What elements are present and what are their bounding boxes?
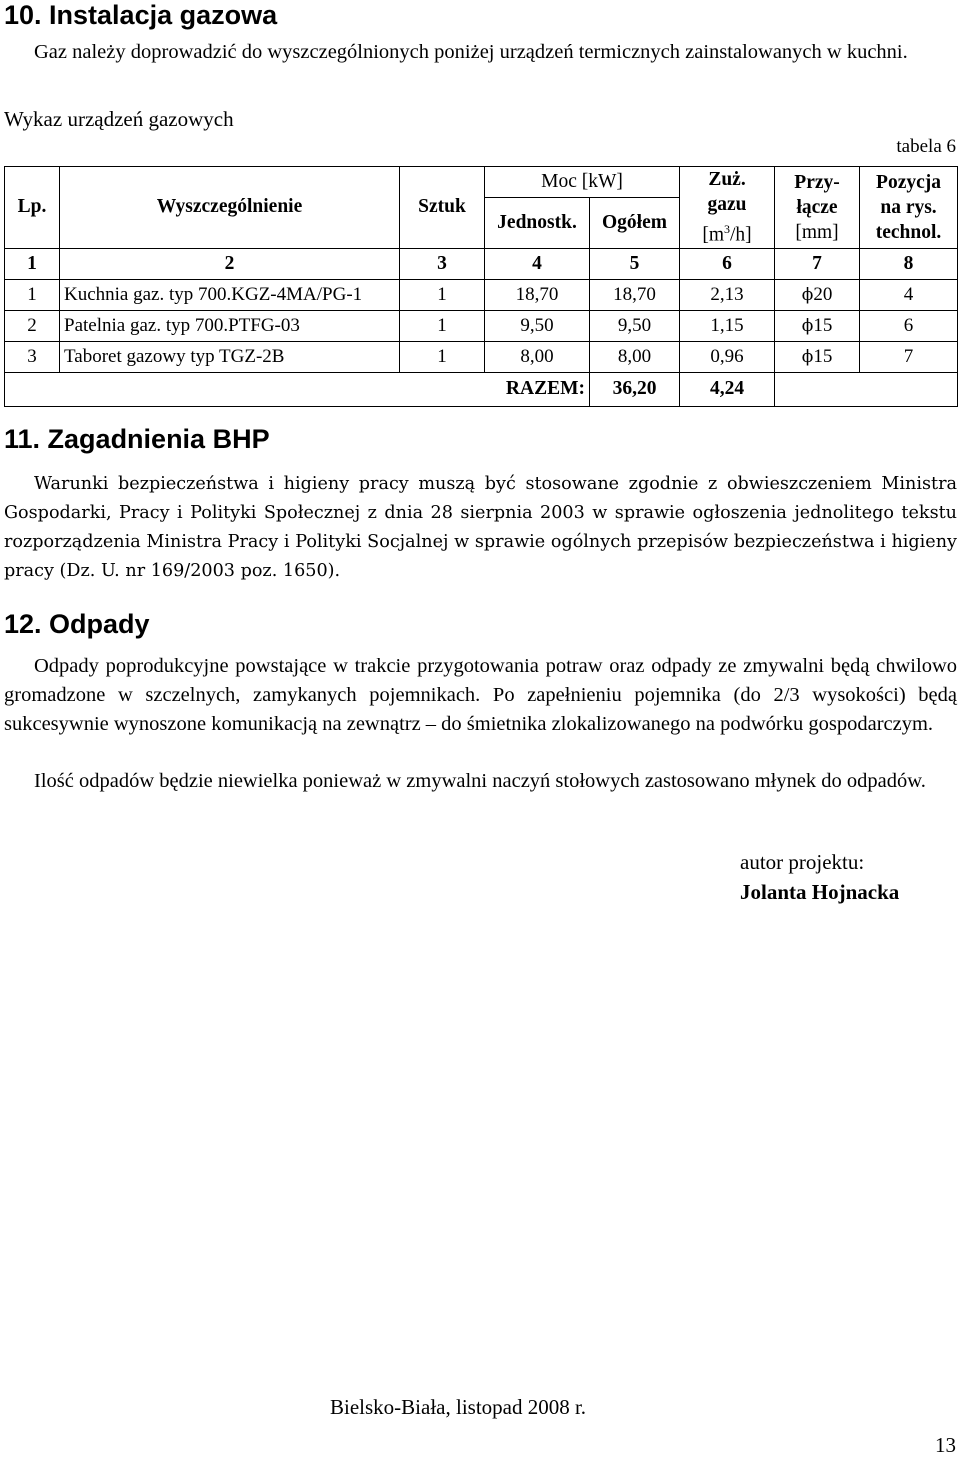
header-zuzycie-unit: $[m^3/h]$	[702, 222, 752, 246]
header-zuzycie	[680, 167, 775, 249]
table-total-row	[5, 372, 958, 406]
col-number: 6	[680, 248, 775, 279]
col-number: 7	[775, 248, 860, 279]
row-jednostk: 8,00	[485, 341, 590, 372]
table-caption: tabela 6	[896, 136, 956, 157]
row-zuzycie: 1,15	[680, 310, 775, 341]
total-label: RAZEM:	[60, 372, 590, 406]
header-pozycja-line2: na rys.	[880, 196, 937, 218]
row-pozycja: 7	[860, 341, 958, 372]
header-przylacze-unit: [mm]	[795, 221, 839, 243]
row-name: Taboret gazowy typ TGZ-2B	[60, 341, 400, 372]
equipment-list-title: Wykaz urządzeń gazowych	[4, 107, 234, 131]
table-row	[5, 310, 958, 341]
header-moc: Moc [kW]	[485, 167, 680, 198]
header-qty: Sztuk	[400, 167, 485, 249]
header-przylacze-line2: łącze	[796, 196, 838, 218]
header-przylacze	[775, 167, 860, 249]
header-lp: Lp.	[5, 167, 60, 249]
gas-equipment-table	[4, 166, 958, 407]
row-pozycja: 6	[860, 310, 958, 341]
page-number: 13	[935, 1433, 956, 1457]
row-qty: 1	[400, 279, 485, 310]
section-12-title: 12. Odpady	[4, 609, 150, 639]
col-number: 3	[400, 248, 485, 279]
table-row	[5, 279, 958, 310]
row-przylacze: ϕ15	[775, 341, 860, 372]
col-number: 8	[860, 248, 958, 279]
header-zuzycie-line1: Zuż.	[708, 169, 746, 190]
signature-label: autor projektu:	[740, 850, 865, 874]
col-number: 4	[485, 248, 590, 279]
section-11-title: 11. Zagadnienia BHP	[4, 424, 270, 454]
total-empty-cell	[5, 372, 60, 406]
header-pozycja	[860, 167, 958, 249]
total-zuzycie: 4,24	[680, 372, 775, 406]
row-lp: 1	[5, 279, 60, 310]
table-row	[5, 341, 958, 372]
header-jednostk: Jednostk.	[485, 198, 590, 248]
row-jednostk: 9,50	[485, 310, 590, 341]
table-header-row-1	[5, 167, 958, 198]
signature-name: Jolanta Hojnacka	[740, 880, 900, 904]
diameter-symbol: ϕ	[801, 315, 814, 336]
row-name: Patelnia gaz. typ 700.PTFG-03	[60, 310, 400, 341]
row-pozycja: 4	[860, 279, 958, 310]
section-10-title: 10. Instalacja gazowa	[4, 0, 278, 30]
row-lp: 3	[5, 341, 60, 372]
header-przylacze-line1: Przy-	[794, 171, 840, 193]
diameter-symbol: ϕ	[801, 346, 814, 367]
col-number: 1	[5, 248, 60, 279]
section-10-intro	[4, 38, 957, 67]
diameter-symbol: ϕ	[801, 284, 814, 305]
row-przylacze: ϕ15	[775, 310, 860, 341]
col-number: 2	[60, 248, 400, 279]
row-ogolem: 8,00	[590, 341, 680, 372]
section-11-body: Warunki bezpieczeństwa i higieny pracy muszą być stosowane zgodnie z obwieszczeniem Ministra Gospodarki, Pracy i Polityki Społecznej z dnia 28 sierpnia 2003 w sprawie ogłoszenia jednolitego tekstu rozporządzenia Ministra Pracy i Polityki Socjalnej w sprawie ogólnych przepisów bezpieczeństwa i higieny pracy (Dz. U. nr 169/2003 poz. 1650).	[4, 474, 957, 581]
column-number-row	[5, 248, 958, 279]
row-jednostk: 18,70	[485, 279, 590, 310]
row-name: Kuchnia gaz. typ 700.KGZ-4MA/PG-1	[60, 279, 400, 310]
total-empty-tail	[775, 372, 958, 406]
section-12-para2: Ilość odpadów będzie niewielka ponieważ w zmywalni naczyń stołowych zastosowano młynek do odpadów.	[34, 770, 926, 792]
total-moc: 36,20	[590, 372, 680, 406]
header-pozycja-line3: technol.	[875, 221, 942, 243]
row-ogolem: 18,70	[590, 279, 680, 310]
header-pozycja-line1: Pozycja	[876, 171, 941, 193]
row-zuzycie: 2,13	[680, 279, 775, 310]
header-zuzycie-line2: gazu	[707, 194, 747, 215]
section-10-intro-text: Gaz należy doprowadzić do wyszczególnionych poniżej urządzeń termicznych zainstalowanych w kuchni.	[34, 41, 908, 63]
row-zuzycie: 0,96	[680, 341, 775, 372]
header-ogolem: Ogółem	[590, 198, 680, 248]
footer-place-date: Bielsko-Biała, listopad 2008 r.	[330, 1395, 587, 1419]
row-qty: 1	[400, 310, 485, 341]
row-ogolem: 9,50	[590, 310, 680, 341]
section-12-para1: Odpady poprodukcyjne powstające w trakcie przygotowania potraw oraz odpady ze zmywalni będą chwilowo gromadzone w szczelnych, zamykanych pojemnikach. Po zapełnieniu pojemnika (do 2/3 wysokości) będą sukcesywnie wynoszone komunikacją na zewnątrz – do śmietnika zlokalizowanego na podwórku gospodarczym.	[4, 655, 957, 735]
row-lp: 2	[5, 310, 60, 341]
row-przylacze: ϕ20	[775, 279, 860, 310]
row-qty: 1	[400, 341, 485, 372]
header-name: Wyszczególnienie	[60, 167, 400, 249]
col-number: 5	[590, 248, 680, 279]
